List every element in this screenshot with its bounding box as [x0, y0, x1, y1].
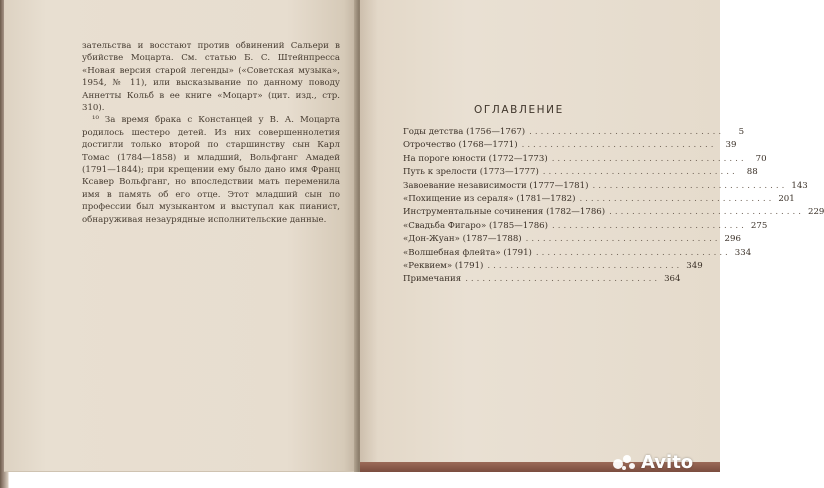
left-page: [4, 0, 358, 472]
toc-leader-dots: ..................................: [592, 180, 788, 191]
toc-entry: [403, 260, 703, 274]
note-paragraph: ¹⁰ За время брака с Констанцей у В. А. Моцарта родилось шестеро детей. Из них совершеннолетия достигли только второй по старшинству сын Карл Томас (1784—1858) и младший, Вольфганг Амадей (1791—1844); при крещении ему было дано имя Франц Ксавер Вольфганг, но впоследствии мать переменила имя в память об его отце. Этот младший сын по профессии был музыкантом и выступал как пианист, обнаруживая незаурядные исполнительские данные.: [82, 115, 340, 225]
toc-entry-label: Примечания: [403, 274, 462, 285]
toc-leader-dots: ..................................: [521, 140, 717, 151]
toc-entry-page: 349: [686, 260, 703, 271]
toc-entry: [403, 220, 768, 234]
table-of-contents: [403, 127, 824, 288]
toc-entry-page: 229: [808, 207, 824, 218]
toc-entry: [403, 153, 767, 167]
toc-entry-label: На пороге юности (1772—1773): [403, 153, 548, 164]
toc-entry: [403, 167, 758, 180]
toc-entry-label: Инструментальные сочинения (1782—1786): [403, 207, 606, 218]
toc-leader-dots: ..................................: [579, 193, 775, 204]
toc-leader-dots: ..................................: [465, 274, 661, 285]
toc-entry-label: «Реквием» (1791): [403, 260, 484, 271]
toc-leader-dots: ..................................: [551, 153, 747, 164]
toc-leader-dots: ..................................: [542, 167, 738, 178]
toc-entry: [403, 207, 824, 220]
toc-entry: [403, 140, 737, 153]
toc-entry-label: «Свадьба Фигаро» (1785—1786): [403, 220, 548, 231]
toc-leader-dots: ..................................: [487, 260, 683, 271]
toc-title: ОГЛАВЛЕНИЕ: [474, 104, 564, 116]
toc-entry-page: 39: [725, 140, 737, 151]
toc-entry-page: 364: [664, 274, 681, 285]
note-paragraph: зательства и восстают против обвинений Сальери в убийстве Моцарта. См. статью Б. С. Штейнпресса «Новая версия старой легенды» («Советская музыка», 1954, № 11), или высказывание по данному поводу Аннетты Кольб в ее книге «Моцарт» (цит. изд., стр. 310).: [82, 41, 340, 114]
toc-entry: [403, 234, 741, 247]
toc-leader-dots: ..................................: [609, 207, 804, 218]
toc-entry: [403, 274, 681, 287]
toc-entry-page: 334: [734, 247, 752, 258]
toc-entry-page: 275: [750, 220, 768, 231]
toc-entry-page: 70: [755, 153, 767, 164]
watermark-text: Avito: [641, 451, 694, 473]
avito-logo-icon: [612, 453, 638, 471]
toc-entry-label: «Волшебная флейта» (1791): [403, 247, 532, 258]
toc-leader-dots: ..................................: [529, 127, 725, 137]
toc-entry-label: Путь к зрелости (1773—1777): [403, 167, 539, 178]
toc-entry: [403, 127, 745, 140]
toc-entry-label: Отрочество (1768—1771): [403, 140, 518, 151]
toc-entry: [403, 180, 808, 194]
toc-entry: [403, 193, 795, 207]
toc-leader-dots: ..................................: [535, 247, 731, 258]
toc-entry-label: Годы детства (1756—1767): [403, 127, 526, 137]
toc-entry: [403, 247, 752, 261]
toc-entry-page: 296: [724, 234, 741, 245]
toc-entry-page: 143: [791, 180, 808, 191]
toc-entry-page: 88: [746, 167, 758, 178]
toc-leader-dots: ..................................: [552, 220, 747, 231]
toc-leader-dots: ..................................: [525, 234, 721, 245]
avito-watermark: [612, 451, 712, 473]
toc-entry-label: «Похищение из сераля» (1781—1782): [403, 193, 576, 204]
toc-entry-page: 201: [778, 193, 795, 204]
toc-entry-label: Завоевание независимости (1777—1781): [403, 180, 589, 191]
toc-entry-label: «Дон-Жуан» (1787—1788): [403, 234, 522, 245]
toc-entry-page: 5: [738, 127, 745, 137]
endnotes-text: [82, 40, 340, 226]
